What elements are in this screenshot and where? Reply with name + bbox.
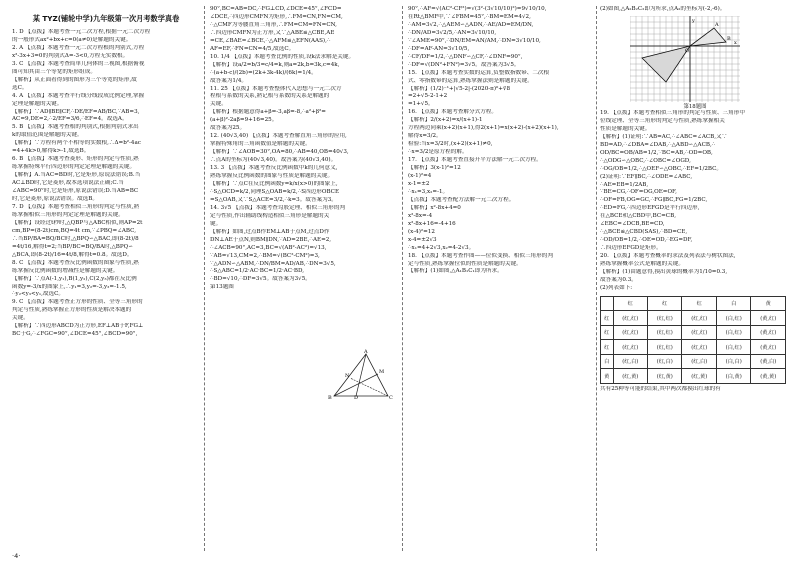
text-line: ∴四边形EFGD是矩形。 <box>600 245 662 252</box>
text-line: ∵∠AME=90°,∴DN/EM=AN/AM,∴DN=3√10/10, <box>408 37 541 44</box>
text-line: 【解析】如图,过点B作EM⊥AB于点M,过点D作 <box>210 228 330 235</box>
column-2 <box>210 6 398 551</box>
table-cell: (白,红) <box>716 325 750 340</box>
text-line: ∴△ODG∽△OBC,∴∠OBC=∠OGD, <box>600 157 691 164</box>
text-line: 【解析】从正面看得到的图形为三个等宽的矩形,故 <box>12 76 137 83</box>
text-line: 故答案为1/4。 <box>210 77 247 84</box>
text-line: 15. 【点拨】本题考查实数的运算,负整数指数幂、二次根 <box>408 69 550 76</box>
text-line: x-4=±2√3 <box>408 236 437 243</box>
text-line: ∴S△ABC=1/2·AC·BC=1/2·AC·BD, <box>210 268 305 275</box>
column-3 <box>408 6 592 551</box>
fig18-label: y <box>692 17 695 24</box>
table-row <box>601 369 786 384</box>
table-header-cell: 白 <box>716 296 750 311</box>
fig13-label: C <box>389 395 393 400</box>
text-line: 【解析】∵四边形ABCD为正方形,EF⊥AB于F,FG⊥ <box>12 323 144 330</box>
text-line: 共有25种等可能的结果,其中两次都摸出红球的有 <box>600 385 721 392</box>
table-cell: (红,红) <box>648 311 682 326</box>
text-line: ∴x₁=3,x₂=-1。 <box>408 188 449 195</box>
fig18-label: x <box>734 39 737 46</box>
table-cell: (红,红) <box>613 340 647 355</box>
table-cell: (白,黄) <box>716 369 750 384</box>
table-header-cell: 红 <box>613 296 647 311</box>
text-line: 练掌握反比例函数的增减性是解题的关键。 <box>12 267 119 274</box>
table-cell: (红,黄) <box>648 369 682 384</box>
text-line: 【点拨】本题考查配方法解一元二次方程。 <box>408 196 515 203</box>
text-line: 90°,∴AF=√(AC²-CF²)=√(3²-(3√10/10)²)=9√10/10, <box>408 6 547 12</box>
table-cell: (红,红) <box>613 311 647 326</box>
text-line: ∴ED=FG,∴四边形EFGD是平行四边形, <box>600 205 700 212</box>
text-line: ∴DF=√(DN²+FN²)=3√5。故答案为3√5。 <box>408 61 520 68</box>
text-line: DN⊥AE于点N,则BM∥DN,∵AD=2BE,∴AE=2, <box>210 236 332 243</box>
text-line: 【解析】A.当AC=BD时,它是矩形,原说法错误;B.当 <box>12 172 141 179</box>
text-line: 13. 3 【点拨】本题考查反比例函数中k的几何意义, <box>210 165 338 172</box>
text-line: 9. C 【点拨】本题考查正方形的性质、全等三角形的 <box>12 299 143 306</box>
text-line: ∴(a+b-c)/(2b)=(2k+3k-4k)/(6k)=1/4。 <box>210 69 317 76</box>
column-3-lines <box>408 6 592 276</box>
text-line: ∴OF=FB,OG=GC,∴FG∥BC,FG=1/2BC, <box>600 197 708 204</box>
probability-table <box>600 296 786 384</box>
table-cell: (红,白) <box>682 354 716 369</box>
text-line: 的一般形式ax²+bx+c=0(a≠0)是解题的关键。 <box>12 36 132 43</box>
table-row <box>601 311 786 326</box>
text-line: ∴y₂<y₃<y₁,故选C。 <box>12 291 64 298</box>
text-line: x²-8x+16=-4+16 <box>408 220 456 227</box>
text-line: AC=9,DE=2,∴2/EF=3/6,∴EF=4。故选A。 <box>12 116 128 123</box>
text-line: 熟练掌握反比例函数的图象与性质是解题的关键。 <box>210 173 334 180</box>
text-line: 定理是解题的关键。 <box>12 100 63 107</box>
text-line: =CE,∠BAE=∠BCE,∴△AFM≌△EFN(AAS),∴ <box>210 37 331 44</box>
text-line: AC⊥BD时,它是菱形,故本选项说法正确;C.当 <box>12 180 124 187</box>
column-2-lines <box>210 6 398 292</box>
text-line: ∴AM=3√2,∴△AEM∽△ADN,∴AE/AD=EM/DN, <box>408 21 534 28</box>
text-line: ∴△BCE≌△CBD(SAS),∴BD=CE, <box>600 229 688 236</box>
text-line: 熟练掌握概率公式是解题的关键。 <box>600 261 684 268</box>
text-line: =1+√5。 <box>408 101 434 108</box>
text-line: 20. 【点拨】本题考查概率的求法及列表法与树状图法, <box>600 253 736 260</box>
text-line: ∵BE=CG,∴OF=OG,OE=OF, <box>600 189 677 196</box>
text-line: 6. B 【点拨】本题考查菱形、矩形的判定与性质,熟 <box>12 156 139 163</box>
text-line: 位线定理、全等三角形的判定与性质,熟练掌握相关 <box>600 117 725 124</box>
text-line: ∴BD=√10,∴DF=3√5。故答案为3√5。 <box>210 276 311 283</box>
text-line: 程根与系数的关系,熟记根与系数的关系是解题的 <box>210 93 330 100</box>
table-cell: (白,白) <box>716 354 750 369</box>
table-cell: (红,黄) <box>682 369 716 384</box>
table-cell: (红,白) <box>648 354 682 369</box>
text-line: 【解析】∵∠AOB=30°,OA=80,∴AB=40,OB=40√3, <box>210 149 349 156</box>
table-cell: (红,红) <box>648 340 682 355</box>
text-line: 【解析】(1)如图,△A₁B₁C₁即为所求。 <box>408 268 503 275</box>
text-line: 掌握特殊角的三角函数值是解题的关键。 <box>210 141 311 148</box>
fig18-label: O <box>685 47 690 54</box>
text-line: 时,它是菱形,原说法错误。故选B。 <box>12 196 98 203</box>
table-cell: (红,黄) <box>613 369 647 384</box>
text-line: 4. A 【点拨】本题考查平行线分线段成比例定理,掌握 <box>12 92 145 99</box>
text-line: 8. C 【点拨】本题考查反比例函数的图象与性质,熟 <box>12 259 139 266</box>
text-line: 在Rt△BMF中,∵∠FBM=45°,∴BM=EM=4√2, <box>408 13 531 20</box>
text-line: x-1=±2 <box>408 180 430 187</box>
table-header-cell: 红 <box>682 296 716 311</box>
text-line: 3. C 【点拨】本题考查简单几何体的三视图,根据俯视 <box>12 60 145 67</box>
fig13-label: D <box>354 395 359 400</box>
table-cell: 白 <box>601 354 614 369</box>
text-line: 图可知其由三个等宽的矩形组成。 <box>12 68 96 75</box>
text-line: ∵△ADN∽△ABM,∴DN/BM=AD/AB,∴DN=3√5, <box>210 260 336 267</box>
table-cell: (红,红) <box>682 311 716 326</box>
column-1-lines <box>12 29 200 339</box>
text-line: ∠EBC=∠DCB,BE=CD, <box>600 221 665 228</box>
page-number: ·4· <box>12 552 21 560</box>
text-line: ∴OD/OB=1/2,∴OE=OD,∴EG=DF, <box>600 237 693 244</box>
column-divider <box>402 6 403 551</box>
text-line: (2)证明:∵EF∥BC,∴∠ODE=∠ABC, <box>600 173 693 180</box>
text-line: (a+β)²-2aβ=9+16=25。 <box>210 117 278 124</box>
table-cell: (白,红) <box>716 311 750 326</box>
text-line: 【解析】根据题意得a+β=-3,aβ=-8,∴a²+β²= <box>210 109 326 116</box>
text-line: 【解析】(1)由题意得,摸出黄球的概率为1/10=0.3, <box>600 269 728 276</box>
table-header-cell: 黄 <box>751 296 786 311</box>
text-line: 解得x=3/2。 <box>408 133 442 140</box>
text-line: x²-3x+3=0的判别式Δ=-3<0,方程无实数根。 <box>12 52 129 59</box>
text-line: 14. 3√5 【点拨】本题考查勾股定理、相似三角形的判 <box>210 204 346 211</box>
text-line: ∴当BP/BA=BQ/BC时,△BPQ∽△BAC,即(8-2t)/8 <box>12 235 139 242</box>
text-line: ∴点A的坐标为(40√3,40)。故答案为(40√3,40)。 <box>210 157 337 164</box>
figure-13 <box>326 348 396 400</box>
text-line: ∠DCE,∴四边形CMFN为矩形,∴FM=CN,FN=CM, <box>210 13 343 20</box>
text-line: 【解析】∵AD∥BE∥CF,∴DE/EF=AB/BC,∵AB=3, <box>12 108 140 115</box>
table-cell: (黄,红) <box>751 340 786 355</box>
text-line: (2)列表如下: <box>600 284 633 291</box>
table-cell: (黄,白) <box>751 354 786 369</box>
table-cell: (红,红) <box>682 340 716 355</box>
text-line: 练掌握相似三角形的判定定理是解题的关键。 <box>12 211 124 218</box>
text-line: 第13题图 <box>210 284 234 291</box>
figure-18-grid <box>630 16 740 102</box>
text-line: ∴四边形CMFN为正方形,又∵△ABE≌△CBE,AE <box>210 29 335 36</box>
text-line: ∴AE=EB=1/2AB, <box>600 181 649 188</box>
text-line: 故答案为0.3。 <box>600 276 637 283</box>
column-divider <box>204 6 205 551</box>
text-line: ∴DN/AD=3√2/5,∴AN=3√10/10, <box>408 29 497 36</box>
table-cell: 红 <box>601 340 614 355</box>
text-line: ∴CF/DF=1/2,∴△DNF∽△CF,∴∠DNF=90°, <box>408 53 523 60</box>
table-cell: (红,红) <box>648 325 682 340</box>
text-line: 故答案为25。 <box>210 125 246 132</box>
text-line: 18. 【点拨】本题考查作图——位似变换、相似三角形的判 <box>408 252 553 259</box>
text-line: ∴DF=AF-AN=3√10/5, <box>408 45 470 52</box>
text-line: ∵AB=√13,CM=2,∴BM=√(BC²-CM²)=3, <box>210 252 320 259</box>
text-line: 【解析】∵点C在反比例函数y=k/x(x>0)的图象上, <box>210 180 338 187</box>
table-row <box>601 340 786 355</box>
table-cell: 红 <box>601 325 614 340</box>
table-cell: (红,红) <box>613 325 647 340</box>
fig13-label: A <box>364 349 368 355</box>
table-header-cell: 红 <box>648 296 682 311</box>
text-line: (2)如图,△A₂B₂C₂即为所求,点A₂的坐标为(-2,-6)。 <box>600 6 726 12</box>
page-title: 某 TYZ(铺轮中学)九年级第一次月考数学真卷 <box>32 14 180 23</box>
text-line: 式、零指数幂的运算,熟练掌握法则是解题的关键。 <box>408 77 533 84</box>
text-line: =2+√5-2-1+2 <box>408 93 448 100</box>
text-line: 定与性质,作出辅助线构造相似三角形是解题的关 <box>210 212 330 219</box>
text-line: △BCA,即(8-2t)/16=4t/8,解得t=0.8。故选D。 <box>12 251 133 258</box>
fig13-label: M <box>379 369 385 375</box>
text-line: 函数y=-3/x的图象上,∴y₁=3,y₂=-3,y₃=-1.5, <box>12 283 127 290</box>
table-cell: (红,白) <box>613 354 647 369</box>
fig18-label: A <box>715 21 719 28</box>
text-line: ∴△CMF为等腰直角三角形,∴FM=CM=FN=CN, <box>210 21 337 28</box>
table-cell: (黄,红) <box>751 311 786 326</box>
fig13-label: N <box>345 373 350 379</box>
text-line: 【解析】2/(x+2)=x/(x+1)-1 <box>408 117 483 124</box>
text-line: 【解析】设a/2=b/3=c/4=k,则a=2k,b=3k,c=4k, <box>210 61 340 68</box>
figure-18-caption: 第18题图 <box>683 103 707 110</box>
text-line: =4+4k>0,解得k>-1,故选B。 <box>12 148 90 155</box>
text-line: OD/BC=OB/AB=1/2,∵BC=AB,∴OD=OB, <box>600 149 713 156</box>
text-line: x²-8x=-4 <box>408 212 433 219</box>
text-line: (x-1)²=4 <box>408 173 432 180</box>
text-line: 判定与性质,熟练掌握正方形的性质是解决本题的 <box>12 307 132 314</box>
fig18-label: B <box>727 35 731 42</box>
column-divider <box>596 6 597 551</box>
text-line: AF=EF,∴FN=CN=4/5,故选C。 <box>210 45 295 52</box>
table-cell: (黄,红) <box>751 325 786 340</box>
text-line: cm,BP=(8-2t)cm,BQ=4t cm,∵∠PBQ=∠ABC, <box>12 227 136 234</box>
text-line: 在△BCE和△CBD中,BC=CB, <box>600 213 676 220</box>
fig13-label: B <box>328 395 332 400</box>
text-line: ∴∠ACB=90°,AC=3,BC=√(AB²-AC²)=√13, <box>210 244 327 251</box>
table-row <box>601 325 786 340</box>
text-line: ∴x₁=4+2√3,x₂=4-2√3。 <box>408 244 475 251</box>
text-line: 【解析】x²-8x+4=0 <box>408 204 461 211</box>
text-line: 5. B 【点拨】本题考查根的判别式,根据判别式求出 <box>12 124 139 131</box>
text-line: 检验:当x=3/2时,(x+2)(x+1)≠0, <box>408 141 493 148</box>
table-cell: (白,红) <box>716 340 750 355</box>
text-line: 2. A 【点拨】本题考查一元二次方程根的判别式,方程 <box>12 44 145 51</box>
text-line: 【解析】设经过t秒时,△QBP与△ABC相似,则AP=2t <box>12 219 143 226</box>
text-line: 7. D 【点拨】本题考查相似三角形的判定与性质,熟 <box>12 203 140 210</box>
text-line: 10. 1/4 【点拨】本题考查比例的性质,设k法求解是关键。 <box>210 53 355 60</box>
text-line: ∴S△OCD=k/2,同理S△OAB=k/2,∴S四边形OBCE <box>210 188 340 195</box>
text-line: ∴OG/OB=1/2,∴△OEF∽△OBC,∴EF=1/2BC。 <box>600 165 723 172</box>
text-line: 12. (40√3,40) 【点拨】本题考查解直角三角形的应用, <box>210 133 347 140</box>
text-line: 90°,BC=AB=DC,∴FG⊥CD,∠DCE=45°,∠FCD= <box>210 6 342 12</box>
text-line: 11. 25 【点拨】本题考查整体代入思想与一元二次方 <box>210 85 342 92</box>
text-line: 关键。 <box>210 101 227 108</box>
table-row <box>601 354 786 369</box>
text-line: 【解析】∵点A(-1,y₁),B(1,y₂),C(2,y₃)都在反比例 <box>12 275 137 282</box>
text-line: 方程两边同乘(x+2)(x+1),得2(x+1)=x(x+2)-(x+2)(x+1), <box>408 125 559 132</box>
text-line: 1. D 【点拨】本题考查一元二次方程,根据一元二次方程 <box>12 29 151 35</box>
text-line: ∴x=3/2是原方程的解。 <box>408 149 468 156</box>
text-line: 19. 【点拨】本题考查相似三角形的判定与性质、三角形中 <box>600 109 745 116</box>
text-line: k的取值范围是解题的关键。 <box>12 132 83 139</box>
text-line: 键。 <box>210 220 222 227</box>
text-line: 【解析】3(x-1)²=12 <box>408 165 461 172</box>
table-cell: 红 <box>601 311 614 326</box>
text-line: (x-4)²=12 <box>408 228 435 235</box>
text-line: =S△OAB,又∵S△ACE=3/2,∴k=3。故答案为3。 <box>210 196 337 203</box>
text-line: 【解析】(1)证明:∵AB=AC,∴∠ABC=∠ACB,又∵ <box>600 133 728 140</box>
text-line: 练掌握特殊平行四边形的判定定理是解题的关键。 <box>12 164 136 171</box>
text-line: 关键。 <box>12 315 29 322</box>
column-4 <box>600 6 790 551</box>
column-1 <box>12 6 200 551</box>
text-line: BD=AD,∴∠DBA=∠DAB,∴△ABD∽△ACB,∴ <box>600 141 716 148</box>
text-line: 选C。 <box>12 84 28 91</box>
text-line: ∠ABC=90°时,它是矩形,原说法错误;D.当AB=BC <box>12 188 139 195</box>
text-line: 【解析】(1/2)⁻¹+|√5-2|-(2020-π)⁰+∛8 <box>408 85 511 92</box>
text-line: =4t/16,解得t=2;当BP/BC=BQ/BA时,△BPQ∽ <box>12 243 133 250</box>
text-line: 16. 【点拨】本题考查解分式方程。 <box>408 109 497 116</box>
table-cell: 黄 <box>601 369 614 384</box>
text-line: 【解析】∵方程有两个不相等的实数根,∴Δ=b²-4ac <box>12 140 141 147</box>
table-header-cell <box>601 296 614 311</box>
text-line: 17. 【点拨】本题考查直接开平方法解一元二次方程。 <box>408 157 542 164</box>
column-4-lines <box>600 110 790 293</box>
text-line: 性质是解题的关键。 <box>600 125 651 132</box>
text-line: BC于G,∴∠FGC=90°,∠DCE=45°,∠BCD=90°, <box>12 331 138 338</box>
table-cell: (黄,黄) <box>751 369 786 384</box>
text-line: 定与性质,熟练掌握位似的性质是解题的关键。 <box>408 260 522 267</box>
table-cell: (红,红) <box>682 325 716 340</box>
